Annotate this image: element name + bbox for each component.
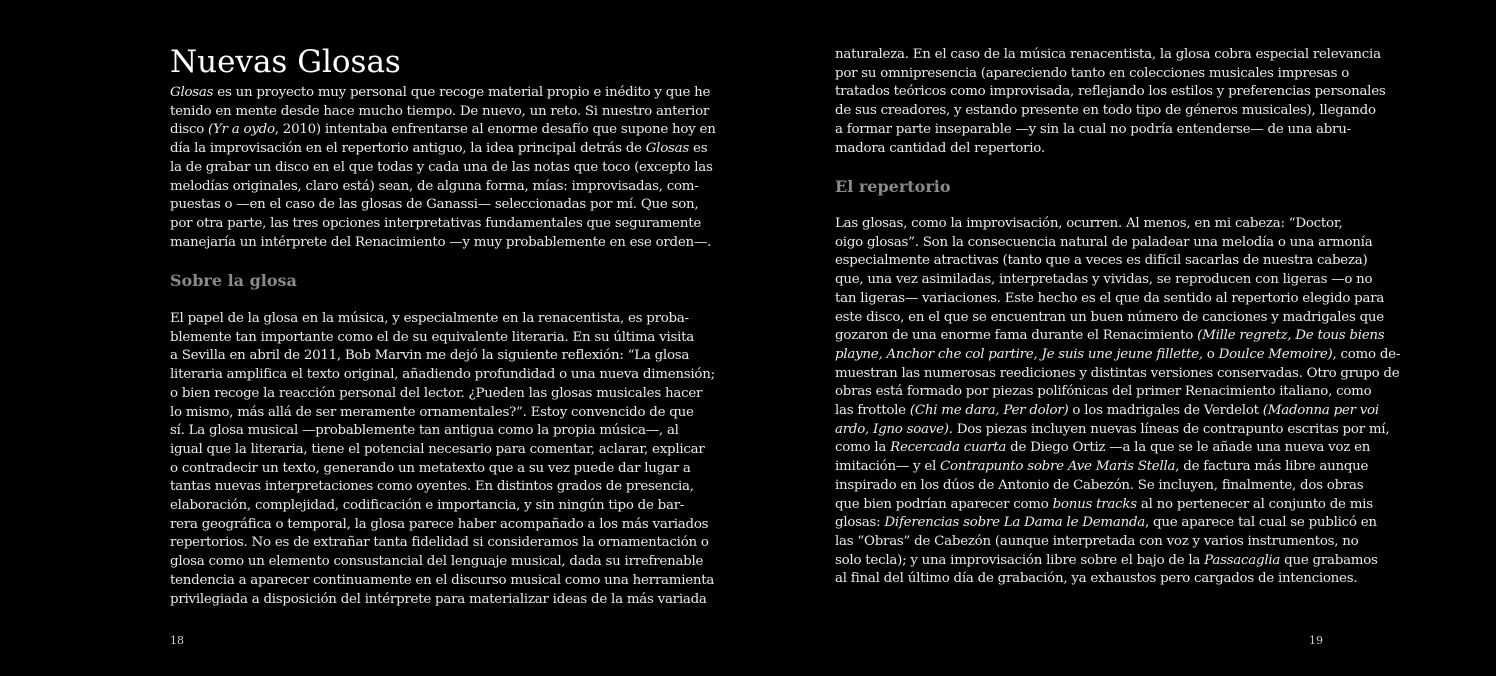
text-line xyxy=(835,271,1373,290)
text-span: muestran las numerosas reediciones y distintas versiones conservadas. Otro grupo de xyxy=(835,365,1400,381)
page-number-right: 19 xyxy=(1309,634,1323,647)
text-line xyxy=(170,422,679,441)
text-span: de Diego Ortiz —a la que se le añade una nueva voz en xyxy=(1006,440,1371,456)
text-line xyxy=(835,234,1373,253)
italic-text: Passacaglia xyxy=(1204,552,1281,568)
text-line xyxy=(835,309,1384,328)
text-span: obras está formado por piezas polifónicas del primer Renacimiento italiano, como xyxy=(835,384,1372,400)
text-line xyxy=(170,347,690,366)
text-span: naturaleza. En el caso de la música renacentista, la glosa cobra especial relevancia xyxy=(835,47,1381,62)
italic-text: bonus tracks xyxy=(1052,496,1137,512)
section-heading-el-repertorio: El repertorio xyxy=(835,177,951,196)
italic-text: Glosas xyxy=(170,85,214,100)
text-span: o los madrigales de Verdelot xyxy=(1068,403,1263,419)
text-line xyxy=(835,327,1385,346)
repertorio-paragraph xyxy=(835,215,1401,589)
text-line xyxy=(170,460,691,479)
text-span: a Sevilla en abril de 2011, Bob Marvin me dejó la siguiente reflexión: “La glosa xyxy=(170,348,690,364)
text-span: rera geográfica o temporal, la glosa parece haber acompañado a los más variados xyxy=(170,516,709,532)
text-line xyxy=(835,383,1372,402)
text-line xyxy=(835,439,1371,458)
text-line xyxy=(835,533,1359,552)
text-span: la de grabar un disco en el que todas y cada una de las notas que toco (excepto las xyxy=(170,159,713,175)
text-line xyxy=(835,140,1323,159)
text-line xyxy=(835,402,1379,421)
text-span: o contradecir un texto, generando un metatexto que a su vez puede dar lugar a xyxy=(170,460,691,476)
text-span: , de factura más libre aunque xyxy=(1175,459,1369,475)
text-span: repertorios. No es de extrañar tanta fidelidad si consideramos la ornamentación o xyxy=(170,535,709,551)
text-line xyxy=(170,310,689,329)
text-span: tan ligeras— variaciones. Este hecho es el que da sentido al repertorio elegido para xyxy=(835,290,1385,306)
italic-text: Doulce Memoire) xyxy=(1218,346,1333,362)
text-span: literaria amplifica el texto original, añadiendo profundidad o una nueva dimensión; xyxy=(170,367,715,383)
text-line xyxy=(835,102,1376,121)
italic-text: Contrapunto sobre Ave Maris Stella xyxy=(940,459,1176,475)
text-span: de sus creadores, y estando presente en todo tipo de géneros musicales), llegando xyxy=(835,103,1376,119)
text-line xyxy=(170,196,699,215)
text-line xyxy=(835,365,1400,384)
text-span: tantas nuevas interpretaciones como oyentes. En distintos grados de presencia, xyxy=(170,479,694,495)
text-span: o xyxy=(1202,346,1219,362)
text-line xyxy=(170,178,699,197)
text-span: al final del último día de grabación, ya exhaustos pero cargados de intenciones. xyxy=(835,571,1358,587)
text-line xyxy=(170,572,715,591)
text-span: oigo glosas”. Son la consecuencia natural de paladear una melodía o una armonía xyxy=(835,234,1373,250)
italic-text: ardo, Igno soave) xyxy=(835,421,949,437)
text-line xyxy=(835,46,1381,65)
text-span: que, una vez asimiladas, interpretadas y vividas, se reproducen con ligeras —o no xyxy=(835,272,1373,288)
text-line xyxy=(170,329,695,348)
text-span: glosa como un elemento consustancial del lenguaje musical, dada su irrefrenable xyxy=(170,554,704,570)
text-span: es un proyecto muy personal que recoge material propio e inédito y que he xyxy=(213,85,711,100)
italic-text: Glosas xyxy=(645,141,690,157)
page-title: Nuevas Glosas xyxy=(170,44,401,80)
text-span: este disco, en el que se encuentran un buen número de canciones y madrigales que xyxy=(835,309,1384,325)
text-span: las frottole xyxy=(835,403,910,419)
text-span: especialmente atractivas (tanto que a veces es difícil sacarlas de nuestra cabeza) xyxy=(835,253,1368,269)
italic-text: (Chi me dara, Per dolor) xyxy=(909,403,1069,419)
text-span: tendencia a aparecer continuamente en el discurso musical como una herramienta xyxy=(170,572,715,588)
text-span: las “Obras” de Cabezón (aunque interpretada con voz y varios instrumentos, no xyxy=(835,533,1359,549)
text-line xyxy=(170,591,707,610)
text-line xyxy=(170,121,716,140)
continuation-paragraph xyxy=(835,46,1386,158)
text-line xyxy=(170,159,713,178)
text-span: día la improvisación en el repertorio antiguo, la idea principal detrás de xyxy=(170,141,646,157)
text-span: solo tecla); y una improvisación libre sobre el bajo de la xyxy=(835,552,1205,568)
text-span: lo mismo, más allá de ser meramente ornamentales?”. Estoy convencido de que xyxy=(170,404,694,420)
text-span: por su omnipresencia (apareciendo tanto en colecciones musicales impresas o xyxy=(835,65,1350,81)
text-line xyxy=(170,534,709,553)
text-span: melodías originales, claro está) sean, de alguna forma, mías: improvisadas, com- xyxy=(170,178,699,194)
text-line xyxy=(835,121,1351,140)
text-span: a formar parte inseparable —y sin la cual no podría entenderse— de una abru- xyxy=(835,121,1351,137)
text-line xyxy=(170,553,704,572)
text-line xyxy=(835,514,1377,533)
text-span: , que aparece tal cual se publicó en xyxy=(1145,515,1377,531)
text-line xyxy=(835,346,1401,365)
text-span: tenido en mente desde hace mucho tiempo. De nuevo, un reto. Si nuestro anterior xyxy=(170,103,710,119)
text-line xyxy=(835,458,1369,477)
italic-text: Diferencias sobre La Dama le Demanda xyxy=(884,515,1146,531)
glosa-paragraph xyxy=(170,310,715,609)
text-line xyxy=(170,84,711,103)
text-line xyxy=(835,290,1385,309)
text-line xyxy=(170,385,703,404)
text-span: , 2010) intentaba enfrentarse al enorme desafío que supone hoy en xyxy=(274,122,716,138)
text-line xyxy=(835,570,1358,589)
text-span: que grabamos xyxy=(1280,552,1378,568)
text-span: gozaron de una enorme fama durante el Renacimiento xyxy=(835,328,1198,344)
text-line xyxy=(170,140,708,159)
text-line xyxy=(170,516,709,535)
text-span: al no pertenecer al conjunto de mis xyxy=(1136,496,1373,512)
text-span: por otra parte, las tres opciones interpretativas fundamentales que seguramente xyxy=(170,215,702,231)
text-span: es xyxy=(689,141,708,157)
text-line xyxy=(170,478,694,497)
text-span: privilegiada a disposición del intérprete para materializar ideas de la más variada xyxy=(170,591,707,607)
text-line xyxy=(835,65,1350,84)
section-heading-sobre-la-glosa: Sobre la glosa xyxy=(170,271,297,290)
text-span: El papel de la glosa en la música, y especialmente en la renacentista, es proba- xyxy=(170,311,689,326)
text-line xyxy=(835,552,1378,571)
text-line xyxy=(835,215,1343,234)
text-span: sí. La glosa musical —probablemente tan antigua como la propia música—, al xyxy=(170,423,679,439)
text-span: . Dos piezas incluyen nuevas líneas de contrapunto escritas por mí, xyxy=(948,421,1390,437)
text-line xyxy=(170,441,705,460)
text-line xyxy=(170,404,694,423)
italic-text: (Yr a oydo xyxy=(208,122,275,138)
text-span: que bien podrían aparecer como xyxy=(835,496,1053,512)
text-span: elaboración, complejidad, codificación e importancia, y sin ningún tipo de bar- xyxy=(170,498,685,514)
italic-text: playne, Anchor che col partire, Je suis une jeune fillette, xyxy=(835,346,1203,362)
text-span: igual que la literaria, tiene el potencial necesario para comentar, aclarar, explicar xyxy=(170,441,705,457)
text-span: glosas: xyxy=(835,515,885,531)
text-span: o bien recoge la reacción personal del lector. ¿Pueden las glosas musicales hacer xyxy=(170,385,703,401)
text-line xyxy=(170,497,685,516)
text-line xyxy=(170,215,702,234)
text-span: Las glosas, como la improvisación, ocurren. Al menos, en mi cabeza: “Doctor, xyxy=(835,216,1343,231)
text-span: tratados teóricos como improvisada, reflejando los estilos y preferencias personales xyxy=(835,84,1386,100)
text-line xyxy=(170,366,715,385)
italic-text: (Madonna per voi xyxy=(1262,403,1379,419)
text-span: como la xyxy=(835,440,891,456)
text-line xyxy=(835,421,1390,440)
text-line xyxy=(835,252,1368,271)
text-line xyxy=(170,234,712,253)
italic-text: (Mille regretz, De tous biens xyxy=(1197,328,1385,344)
text-line xyxy=(835,477,1364,496)
text-span: imitación— y el xyxy=(835,459,941,475)
text-span: madora cantidad del repertorio. xyxy=(835,140,1045,156)
text-span: disco xyxy=(170,122,209,138)
text-span: , como de- xyxy=(1332,346,1401,362)
intro-paragraph xyxy=(170,84,716,252)
text-span: inspirado en los dúos de Antonio de Cabezón. Se incluyen, finalmente, dos obras xyxy=(835,477,1364,493)
text-line xyxy=(170,103,710,122)
text-span: puestas o —en el caso de las glosas de Ganassi— seleccionadas por mí. Que son, xyxy=(170,197,699,213)
text-span: blemente tan importante como el de su equivalente literaria. En su última visita xyxy=(170,329,695,345)
page-number-left: 18 xyxy=(170,634,184,647)
italic-text: Recercada cuarta xyxy=(890,440,1007,456)
text-line xyxy=(835,496,1373,515)
text-span: manejaría un intérprete del Renacimiento —y muy probablemente en ese orden—. xyxy=(170,234,712,250)
text-line xyxy=(835,83,1386,102)
